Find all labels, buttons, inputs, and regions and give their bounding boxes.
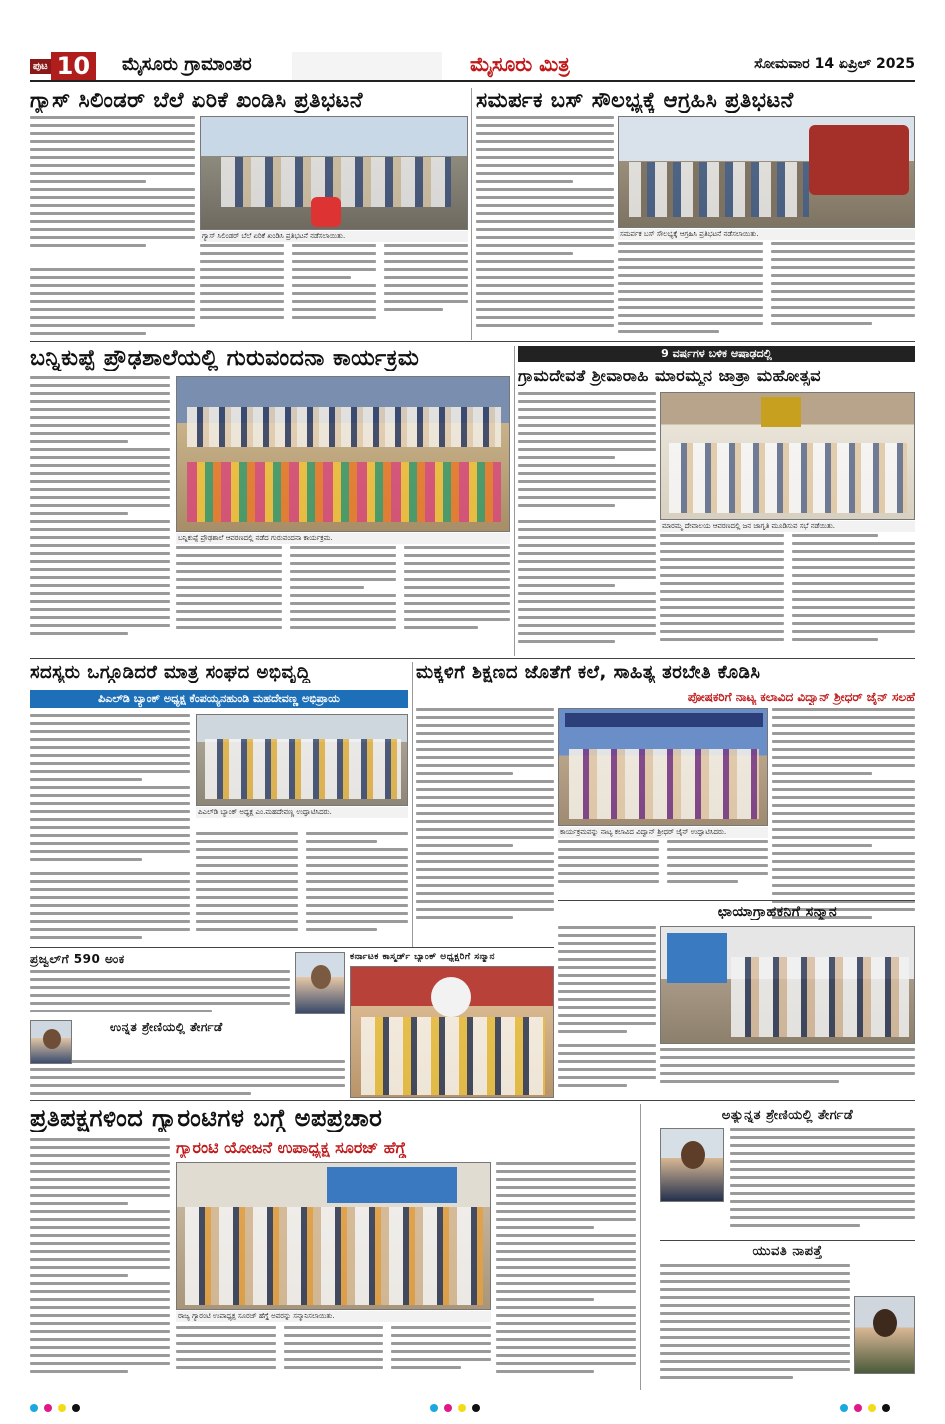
- column-divider: [471, 88, 472, 340]
- banner-icon: [327, 1167, 457, 1203]
- bus-headline: ಸಮರ್ಪಕ ಬಸ್ ಸೌಲಭ್ಯಕ್ಕೆ ಆಗ್ರಹಿಸಿ ಪ್ರತಿಭಟನೆ: [476, 88, 794, 112]
- magenta-dot-icon: [444, 1404, 452, 1412]
- meeting-crowd-icon: [669, 443, 907, 513]
- atyunnata-headline: ಅತ್ಯುನ್ನತ ಶ್ರೇಣಿಯಲ್ಲಿ ತೇರ್ಗಡೆ: [721, 1108, 854, 1123]
- gas-text-col2: [200, 244, 468, 334]
- jatra-photo: [660, 392, 915, 520]
- unnata-text: [30, 1060, 345, 1098]
- section-rule: [660, 1240, 915, 1241]
- marks590-text: [30, 970, 290, 1012]
- black-dot-icon: [882, 1404, 890, 1412]
- cyan-dot-icon: [30, 1404, 38, 1412]
- column-divider: [514, 346, 515, 656]
- registration-marks-left: [30, 1404, 80, 1412]
- masthead-ornament: [292, 52, 442, 80]
- magenta-dot-icon: [854, 1404, 862, 1412]
- section-rule: [30, 1100, 915, 1101]
- student-portrait-photo: [30, 1020, 72, 1064]
- column-divider: [412, 662, 413, 947]
- photographer-text-col1: [558, 926, 656, 1044]
- kpa-logo-banner-icon: [667, 933, 727, 983]
- magenta-dot-icon: [44, 1404, 52, 1412]
- gas-headline: ಗ್ಯಾಸ್ ಸಿಲಿಂಡರ್ ಬೆಲೆ ಏರಿಕೆ ಖಂಡಿಸಿ ಪ್ರತಿಭಟನೆ: [30, 88, 363, 112]
- sangha-text-col1b: [30, 872, 190, 942]
- cyan-dot-icon: [840, 1404, 848, 1412]
- missing-person-photo: [854, 1296, 915, 1374]
- section-rule: [30, 947, 554, 948]
- bank-text: [558, 1044, 656, 1088]
- villagers-crowd-icon: [629, 162, 809, 217]
- section-rule: [30, 658, 915, 659]
- yellow-dot-icon: [868, 1404, 876, 1412]
- guarantee-subhead: ಗ್ಯಾರಂಟಿ ಯೋಜನೆ ಉಪಾಧ್ಯಕ್ಷ ಸೂರಜ್ ಹೆಗ್ಡೆ: [176, 1138, 407, 1157]
- jatra-headline: ಗ್ರಾಮದೇವತೆ ಶ್ರೀವಾರಾಹಿ ಮಾರಮ್ಮನ ಜಾತ್ರಾ ಮಹೋತ್ಸವ: [518, 366, 821, 385]
- registration-marks-center: [430, 1404, 480, 1412]
- bus-text-col2: [618, 242, 915, 338]
- kale-photo: [558, 708, 768, 826]
- headgear-icon: [431, 977, 471, 1017]
- section-rule: [30, 341, 915, 342]
- guarantee-text-col1: [30, 1138, 170, 1390]
- kale-headline: ಮಕ್ಕಳಿಗೆ ಶಿಕ್ಷಣದ ಜೊತೆಗೆ ಕಲೆ, ಸಾಹಿತ್ಯ ತರಬೇತಿ ಕೊಡಿಸಿ: [416, 662, 761, 683]
- missing-text: [660, 1264, 850, 1386]
- masthead: [30, 52, 915, 82]
- gas-photo: [200, 116, 468, 230]
- kale-caption: ಕಾರ್ಯಕ್ರಮವನ್ನು ನಾಟ್ಯ ಕಲಾವಿದ ವಿದ್ವಾನ್ ಶ್ರೀಧರ್ ಜೈನ್ ಉದ್ಘಾಟಿಸಿದರು.: [558, 827, 768, 838]
- sangha-text-col2: [196, 832, 408, 942]
- felicitation-group-icon: [361, 1017, 545, 1095]
- guru-headline: ಬನ್ನಿಕುಪ್ಪೆ ಪ್ರೌಢಶಾಲೆಯಲ್ಲಿ ಗುರುವಂದನಾ ಕಾರ್ಯಕ್ರಮ: [30, 346, 420, 371]
- registration-marks-right: [840, 1404, 890, 1412]
- missing-headline: ಯುವತಿ ನಾಪತ್ತೆ: [752, 1244, 823, 1259]
- guarantee-text-col3: [496, 1162, 636, 1390]
- section-name: ಮೈಸೂರು ಗ್ರಾಮಾಂತರ: [122, 54, 252, 75]
- guru-text-col1: [30, 376, 170, 651]
- guests-row-icon: [569, 749, 759, 819]
- sangha-headline: ಸದಸ್ಯರು ಒಗ್ಗೂಡಿದರೆ ಮಾತ್ರ ಸಂಘದ ಅಭಿವೃದ್ಧಿ: [30, 662, 311, 683]
- student-portrait-photo: [295, 952, 345, 1014]
- marks590-headline: ಪ್ರಜ್ವಲ್‌ಗೆ 590 ಅಂಕ: [30, 952, 125, 966]
- page-label: ಪುಟ: [30, 59, 51, 74]
- jatra-text-col2: [660, 534, 915, 652]
- gas-cylinder-icon: [311, 197, 341, 227]
- kale-text-col1: [416, 708, 554, 940]
- column-divider: [640, 1104, 641, 1390]
- photographer-text-col2: [660, 1048, 915, 1088]
- felicitation-group-icon: [185, 1207, 483, 1305]
- page-badge: [30, 52, 96, 80]
- guru-photo: [176, 376, 510, 532]
- sangha-subhead: ಪಿಎಲ್‌ಡಿ ಬ್ಯಾಂಕ್ ಅಧ್ಯಕ್ಷ ಕೆಂಪಯ್ಯನಹುಂಡಿ ಮಹದೇವಣ್ಣ ಅಭಿಪ್ರಾಯ: [30, 690, 408, 708]
- atyunnata-text: [730, 1128, 915, 1238]
- gas-text-col1b: [30, 268, 195, 338]
- sangha-text-col1: [30, 714, 190, 869]
- awardees-row-icon: [731, 957, 909, 1037]
- kale-text-col2: [558, 840, 768, 895]
- face-icon: [873, 1309, 897, 1337]
- jatra-text-col1b: [518, 520, 656, 652]
- sangha-caption: ಪಿಎಲ್‌ಡಿ ಬ್ಯಾಂಕ್ ಅಧ್ಯಕ್ಷ ಎಂ.ಮಹದೇವಣ್ಣ ಉದ್ಘಾಟಿಸಿದರು.: [196, 807, 408, 818]
- bank-photo: [350, 966, 554, 1098]
- kale-subhead: ಪೋಷಕರಿಗೆ ನಾಟ್ಯ ಕಲಾವಿದ ವಿದ್ವಾನ್ ಶ್ರೀಧರ್ ಜೈನ್ ಸಲಹೆ: [687, 690, 915, 704]
- guarantee-photo: [176, 1162, 491, 1310]
- guru-caption: ಬನ್ನಿಕುಪ್ಪೆ ಪ್ರೌಢಶಾಲೆ ಆವರಣದಲ್ಲಿ ನಡೆದ ಗುರುವಂದನಾ ಕಾರ್ಯಕ್ರಮ.: [176, 533, 510, 544]
- student-portrait-photo: [660, 1128, 724, 1202]
- bus-icon: [809, 125, 909, 195]
- unnata-headline: ಉನ್ನತ ಶ್ರೇಣಿಯಲ್ಲಿ ತೇರ್ಗಡೆ: [110, 1020, 223, 1034]
- date-line: ಸೋಮವಾರ 14 ಏಪ್ರಿಲ್ 2025: [754, 56, 915, 72]
- jatra-text-col1: [518, 392, 656, 517]
- bus-text-col1: [476, 116, 614, 338]
- face-icon: [43, 1029, 61, 1049]
- black-dot-icon: [472, 1404, 480, 1412]
- dignitaries-row-icon: [205, 739, 401, 799]
- yellow-dot-icon: [458, 1404, 466, 1412]
- face-icon: [681, 1141, 705, 1169]
- cyan-dot-icon: [430, 1404, 438, 1412]
- yellow-dot-icon: [58, 1404, 66, 1412]
- guarantee-caption: ರಾಜ್ಯ ಗ್ಯಾರಂಟಿ ಉಪಾಧ್ಯಕ್ಷ ಸೂರಜ್ ಹೆಗ್ಡೆ ಅವರನ್ನು ಸನ್ಮಾನಿಸಲಾಯಿತು.: [176, 1311, 491, 1322]
- black-dot-icon: [72, 1404, 80, 1412]
- guru-text-col2: [176, 546, 510, 651]
- bus-caption: ಸಮರ್ಪಕ ಬಸ್ ಸೌಲಭ್ಯಕ್ಕೆ ಆಗ್ರಹಿಸಿ ಪ್ರತಿಭಟನೆ ನಡೆಸಲಾಯಿತು.: [618, 229, 915, 240]
- paper-name: ಮೈಸೂರು ಮಿತ್ರ: [470, 52, 570, 76]
- gas-caption: ಗ್ಯಾಸ್ ಸಿಲಿಂಡರ್ ಬೆಲೆ ಏರಿಕೆ ಖಂಡಿಸಿ ಪ್ರತಿಭಟನೆ ನಡೆಸಲಾಯಿತು.: [200, 231, 468, 242]
- stage-banner-icon: [565, 713, 763, 727]
- photographer-photo: [660, 926, 915, 1044]
- section-rule: [558, 900, 915, 901]
- sangha-photo: [196, 714, 408, 806]
- teachers-row-icon: [187, 407, 501, 447]
- face-icon: [311, 965, 331, 989]
- page-number: 10: [51, 52, 96, 80]
- jatra-kicker: 9 ವರ್ಷಗಳ ಬಳಿಕ ಆಷಾಢದಲ್ಲಿ: [518, 346, 915, 362]
- bus-photo: [618, 116, 915, 228]
- photographer-headline: ಛಾಯಾಗ್ರಾಹಕನಿಗೆ ಸನ್ಮಾನ: [717, 904, 838, 920]
- guarantee-headline: ಪ್ರತಿಪಕ್ಷಗಳಿಂದ ಗ್ಯಾರಂಟಿಗಳ ಬಗ್ಗೆ ಅಪಪ್ರಚಾರ: [30, 1104, 383, 1132]
- students-row-icon: [187, 462, 501, 522]
- guarantee-text-col2: [176, 1326, 491, 1390]
- deity-icon: [761, 397, 801, 427]
- jatra-caption: ಮಾರಮ್ಮ ದೇವಾಲಯ ಆವರಣದಲ್ಲಿ ಜನ ಜಾಗೃತಿ ಮೂಡಿಸುವ ಸಭೆ ನಡೆಯಿತು.: [660, 521, 915, 532]
- gas-text-col1: [30, 116, 195, 264]
- bank-headline: ಕರ್ನಾಟಕ ಕಾಸ್ಮರ್ಡ್ ಬ್ಯಾಂಕ್ ಅಧ್ಯಕ್ಷರಿಗೆ ಸನ್ಮಾನ: [350, 952, 495, 962]
